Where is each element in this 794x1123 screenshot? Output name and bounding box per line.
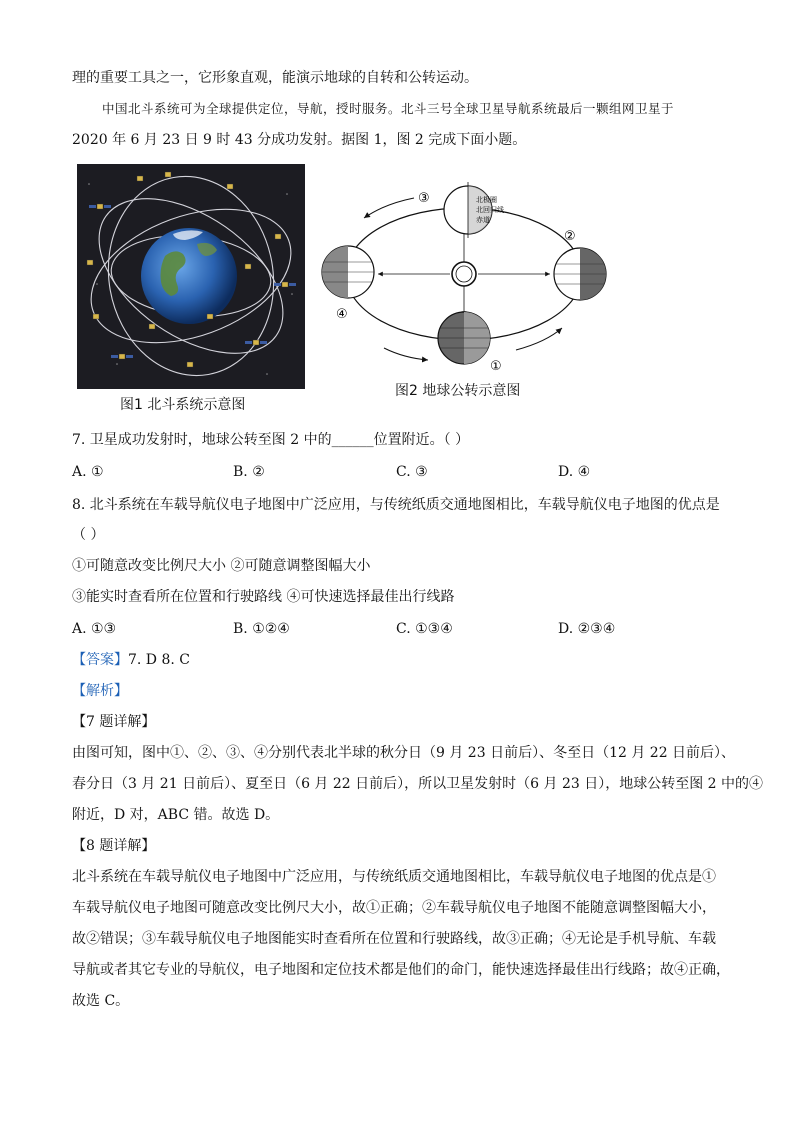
q7-option-a[interactable]: A. ① [72, 464, 104, 480]
d8-line-4: 导航或者其它专业的导航仪，电子地图和定位技术都是他们的命门，能快速选择最佳出行线路；故④正确， [72, 962, 730, 978]
d8-line-1: 北斗系统在车载导航仪电子地图中广泛应用，与传统纸质交通地图相比，车载导航仪电子地图的优点是① [72, 869, 716, 885]
q8-text: 8. 北斗系统在车载导航仪电子地图中广泛应用，与传统纸质交通地图相比，车载导航仪电子地图的优点是 [72, 497, 720, 513]
analysis-label: 【解析】 [72, 683, 128, 699]
intro-line-2: 中国北斗系统可为全球提供定位，导航，授时服务。北斗三号全球卫星导航系统最后一颗组网卫星于 [102, 101, 675, 116]
q8-statements-2: ③能实时查看所在位置和行驶路线 ④可快速选择最佳出行线路 [72, 589, 455, 605]
q8-option-b[interactable]: B. ①②④ [233, 621, 290, 637]
d7-line-1: 由图可知，图中①、②、③、④分别代表北半球的秋分日（9 月 23 日前后）、冬至日（12 月 22 日前后）、 [72, 745, 736, 761]
d8-heading: 【8 题详解】 [72, 838, 156, 854]
marker-4: ④ [336, 307, 348, 322]
q7-option-b[interactable]: B. ② [233, 464, 265, 480]
q7-option-c[interactable]: C. ③ [396, 464, 428, 480]
beidou-system-figure [77, 164, 305, 389]
answer-row [72, 650, 190, 670]
q7-text: 7. 卫星成功发射时，地球公转至图 2 中的______位置附近。（ ） [72, 432, 470, 448]
figure2-caption: 图2 地球公转示意图 [395, 383, 521, 399]
d7-heading: 【7 题详解】 [72, 714, 156, 730]
d7-line-2: 春分日（3 月 21 日前后）、夏至日（6 月 22 日前后），所以卫星发射时（6 月 23 日），地球公转至图 2 中的④ [72, 776, 764, 792]
q8-option-d[interactable]: D. ②③④ [558, 621, 616, 637]
answer-text: 7. D 8. C [128, 652, 191, 668]
globe-label-arctic: 北极圈 [476, 196, 497, 204]
q8-option-a[interactable]: A. ①③ [72, 621, 117, 637]
figure1-caption: 图1 北斗系统示意图 [120, 397, 246, 413]
marker-3: ③ [418, 191, 430, 206]
q7-option-d[interactable]: D. ④ [558, 464, 591, 480]
globe-top [444, 182, 504, 238]
d8-line-5: 故选 C。 [72, 993, 130, 1009]
q8-statements-1: ①可随意改变比例尺大小 ②可随意调整图幅大小 [72, 558, 371, 574]
q8-paren: （ ） [72, 527, 105, 543]
intro-line-3: 2020 年 6 月 23 日 9 时 43 分成功发射。据图 1，图 2 完成下面小题。 [72, 132, 527, 148]
earth-revolution-figure [318, 178, 614, 374]
d7-line-3: 附近，D 对，ABC 错。故选 D。 [72, 807, 280, 823]
d8-line-2: 车载导航仪电子地图可随意改变比例尺大小，故①正确；②车载导航仪电子地图不能随意调整图幅大小， [72, 900, 716, 916]
marker-1: ① [490, 359, 502, 374]
globe-label-equator: 赤道 [476, 216, 490, 224]
q8-option-c[interactable]: C. ①③④ [396, 621, 453, 637]
d8-line-3: 故②错误；③车载导航仪电子地图能实时查看所在位置和行驶路线，故③正确；④无论是手机导航、车载 [72, 931, 716, 947]
globe-label-tropic: 北回归线 [476, 206, 504, 214]
intro-line-1: 理的重要工具之一，它形象直观，能演示地球的自转和公转运动。 [72, 70, 478, 86]
answer-label: 【答案】 [72, 652, 128, 668]
marker-2: ② [564, 229, 576, 244]
